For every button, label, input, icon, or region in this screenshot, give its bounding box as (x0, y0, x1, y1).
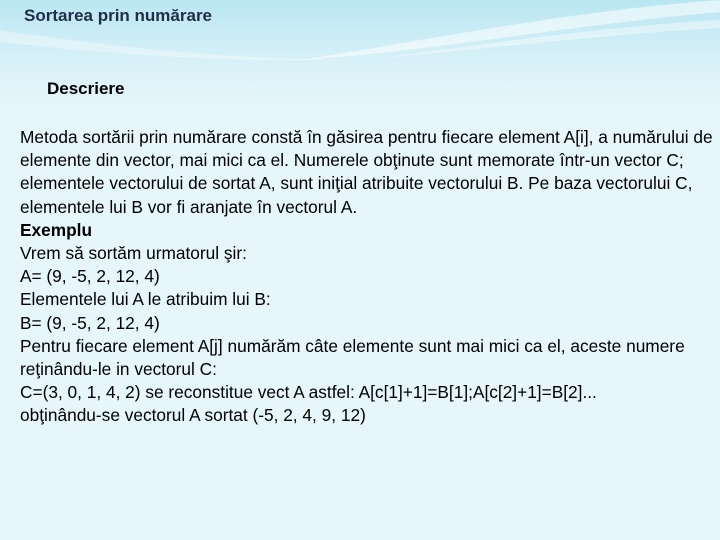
example-line: A= (9, -5, 2, 12, 4) (20, 266, 160, 287)
slide-body (20, 126, 718, 428)
example-heading: Exemplu (20, 219, 93, 240)
example-line: C=(3, 0, 1, 4, 2) se reconstitue vect A astfel: A[c[1]+1]=B[1];A[c[2]+1]=B[2]... (20, 382, 597, 403)
example-line: Vrem să sortăm urmatorul şir: (20, 243, 247, 264)
example-line: B= (9, -5, 2, 12, 4) (20, 312, 160, 333)
slide-title: Sortarea prin numărare (24, 6, 213, 25)
description-paragraph: Metoda sortării prin numărare constă în găsirea pentru fiecare element A[i], a numărului de elemente din vector, mai mici ca el. Numerele obţinute sunt memorate într-un vector C; elementele vectorului de sortat A, sunt iniţial atribuite vectorului B. Pe baza vectorului C, elementele lui B vor fi aranjate în vectorul A. (20, 127, 713, 217)
example-line: Pentru fiecare element A[j] numărăm câte elemente sunt mai mici ca el, aceste numere reţinându-le in vectorul C: (20, 335, 685, 380)
example-line: obţinându-se vectorul A sortat (-5, 2, 4, 9, 12) (20, 405, 366, 426)
section-heading: Descriere (47, 79, 125, 98)
example-line: Elementele lui A le atribuim lui B: (20, 289, 271, 310)
